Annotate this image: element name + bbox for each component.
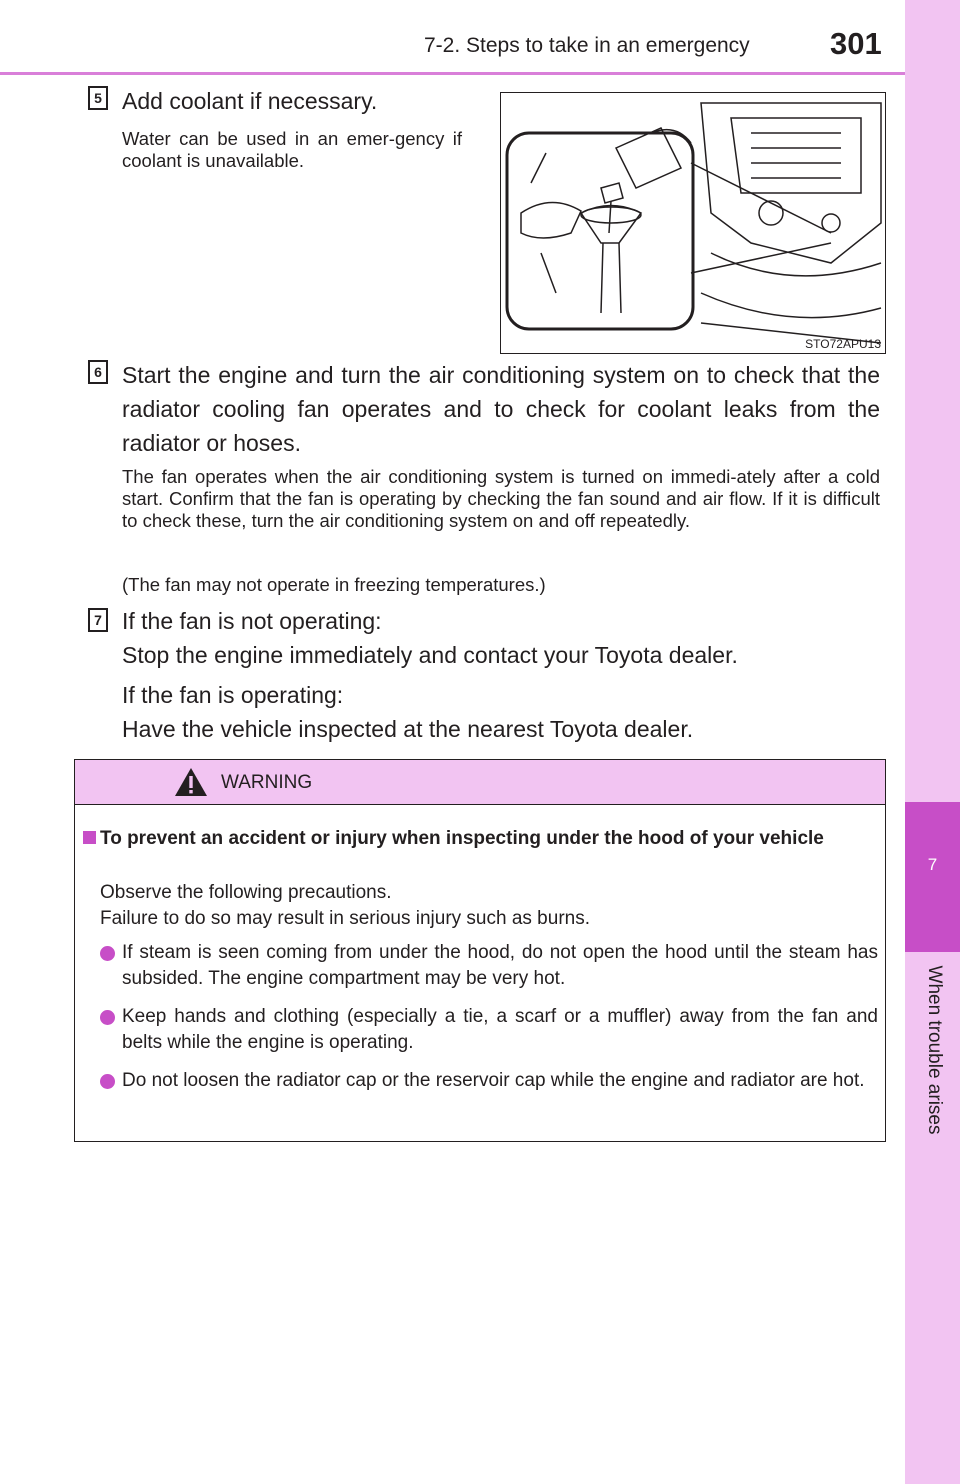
step-7-action-operating: Have the vehicle inspected at the nearest Toyota dealer. [122, 716, 694, 742]
coolant-illustration [500, 92, 886, 354]
step-7-condition-operating: If the fan is operating: [122, 682, 344, 708]
chapter-title: When trouble arises [924, 965, 945, 1135]
warning-intro-1: Observe the following precautions. [100, 882, 392, 903]
step-6-title: Start the engine and turn the air conditioning system on to check that the radiator cooling fan operates and to check for coolant leaks from the radiator or hoses. [122, 362, 880, 456]
warning-bullet-radiator-cap: Do not loosen the radiator cap or the reservoir cap while the engine and radiator are hot. [122, 1070, 865, 1091]
bullet-dot-icon [100, 1010, 115, 1025]
header-divider [0, 72, 905, 75]
warning-label: WARNING [221, 772, 313, 793]
step-6-note: The fan operates when the air conditioning system is turned on immedi-ately after a cold start. Confirm that the fan is operating by checking the fan sound and air flow. If it is difficult to check these, turn the air conditioning system on and off repeatedly. [122, 466, 880, 531]
square-bullet-icon [83, 831, 96, 844]
section-title: 7-2. Steps to take in an emergency [424, 34, 750, 57]
step-5-note: Water can be used in an emer-gency if coolant is unavailable. [122, 128, 462, 171]
bullet-dot-icon [100, 1074, 115, 1089]
step-5-badge: 5 [88, 86, 108, 110]
chapter-number: 7 [927, 855, 938, 874]
chapter-tab[interactable] [905, 802, 960, 952]
warning-intro-2: Failure to do so may result in serious injury such as burns. [100, 908, 590, 929]
bullet-dot-icon [100, 946, 115, 961]
coolant-pouring-drawing [501, 93, 886, 354]
warning-heading: To prevent an accident or injury when inspecting under the hood of your vehicle [100, 828, 824, 849]
step-6-note-freezing: (The fan may not operate in freezing temperatures.) [122, 574, 546, 595]
page-number: 301 [830, 26, 882, 61]
warning-bullet-steam: If steam is seen coming from under the hood, do not open the hood until the steam has subsided. The engine compartment may be very hot. [122, 942, 878, 989]
step-5-title: Add coolant if necessary. [122, 88, 378, 114]
illustration-code: STO72APU13 [805, 337, 881, 351]
warning-header [75, 760, 885, 805]
warning-triangle-icon [173, 766, 209, 798]
step-6-badge: 6 [88, 360, 108, 384]
step-7-badge: 7 [88, 608, 108, 632]
step-7-condition-not-operating: If the fan is not operating: [122, 608, 382, 634]
warning-bullet-hands: Keep hands and clothing (especially a tie, a scarf or a muffler) away from the fan and belts while the engine is operating. [122, 1006, 878, 1053]
side-tab [905, 0, 960, 1484]
step-7-action-not-operating: Stop the engine immediately and contact your Toyota dealer. [122, 642, 738, 668]
